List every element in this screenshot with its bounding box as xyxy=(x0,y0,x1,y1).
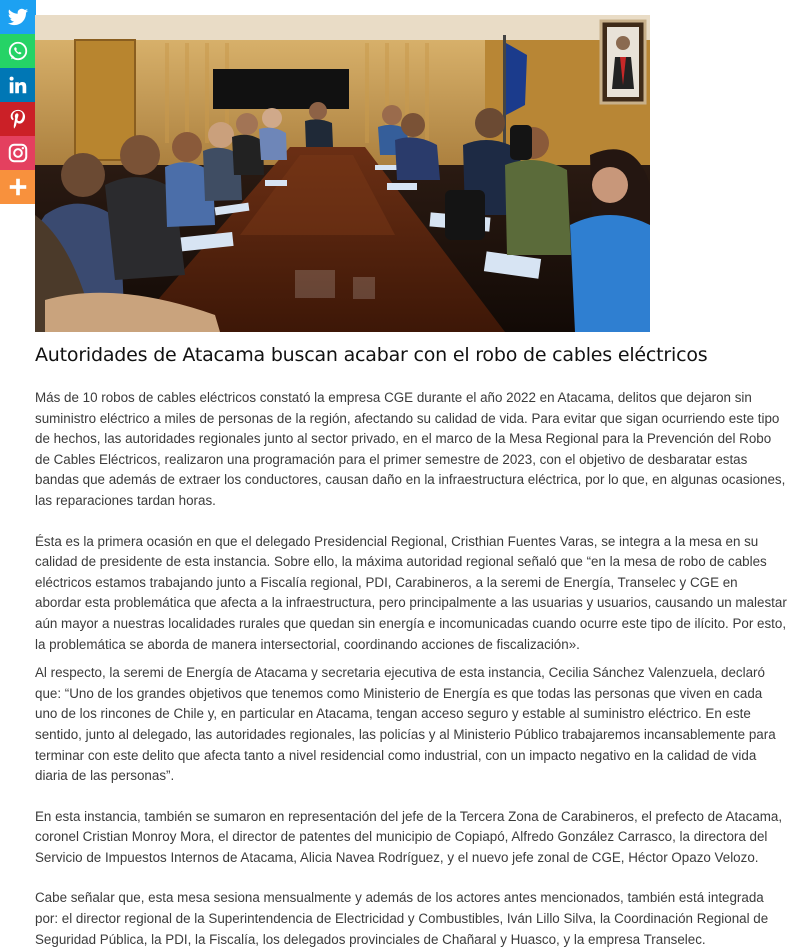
article-paragraph: Al respecto, la seremi de Energía de Atacama y secretaria ejecutiva de esta instancia, Cecilia Sánchez Valenzuela, declaró que: “Uno de los grandes objetivos que tenemos como Ministerio de Energía es que todas las personas que viven en cada uno de los rincones de Chile y, en particular en Atacama, tengan acceso seguro y estable al suministro eléctrico. En este sentido, junto al delegado, las autoridades regionales, las policías y al Ministerio Público trabajaremos incansablemente para terminar con este delito que afecta tanto a nivel residencial como industrial, con un impacto negativo en la calidad de vida diaria de las personas”. xyxy=(35,665,776,784)
meeting-room-photo xyxy=(35,15,650,332)
instagram-icon xyxy=(7,142,29,164)
article-body xyxy=(35,388,787,950)
share-linkedin-button[interactable] xyxy=(0,68,36,102)
twitter-icon xyxy=(7,6,29,28)
article-paragraph: Cabe señalar que, esta mesa sesiona mensualmente y además de los actores antes mencionados, también está integrada por: el director regional de la Superintendencia de Electricidad y Combustibles, Iván Lillo Silva, la Coordinación Regional de Seguridad Pública, la PDI, la Fiscalía, los delegados provinciales de Chañaral y Huasco, y la empresa Transelec. xyxy=(35,890,769,947)
share-instagram-button[interactable] xyxy=(0,136,36,170)
article-paragraph: En esta instancia, también se sumaron en representación del jefe de la Tercera Zona de Carabineros, el prefecto de Atacama, coronel Cristian Monroy Mora, el director de patentes del municipio de Copiapó, Alfredo González Carrasco, la directora del Servicio de Impuestos Internos de Atacama, Alicia Navea Rodríguez, y el nuevo jefe zonal de CGE, Héctor Opazo Velozo. xyxy=(35,808,783,865)
linkedin-icon xyxy=(7,74,29,96)
article-title: Autoridades de Atacama buscan acabar con el robo de cables eléctricos xyxy=(35,344,708,366)
pinterest-icon xyxy=(7,108,29,130)
plus-icon xyxy=(7,176,29,198)
social-share-bar xyxy=(0,0,36,204)
article-hero-image xyxy=(35,15,650,332)
share-twitter-button[interactable] xyxy=(0,0,36,34)
whatsapp-icon xyxy=(7,40,29,62)
article-paragraph: Ésta es la primera ocasión en que el delegado Presidencial Regional, Cristhian Fuentes Varas, se integra a la mesa en su calidad de presidente de esta instancia. Sobre ello, la máxima autoridad regional señaló que “en la mesa de robo de cables eléctricos estamos trabajando junto a Fiscalía regional, PDI, Carabineros, a la seremi de Energía, Transelec y CGE en abordar esta problemática que afecta a la infraestructura, pero principalmente a las usuarias y usuarios, causando un malestar aún mayor a nuestras localidades rurales que quedan sin energía e incomunicadas cuando ocurre este tipo de ilícito. Por esto, la problemática se aborda de manera intersectorial, coordinando acciones de fiscalización». xyxy=(35,533,787,652)
article-paragraph: Más de 10 robos de cables eléctricos constató la empresa CGE durante el año 2022 en Atacama, delitos que dejaron sin suministro eléctrico a miles de personas de la región, afectando su calidad de vida. Para evitar que sigan ocurriendo este tipo de hechos, las autoridades regionales junto al sector privado, en el marco de la Mesa Regional para la Prevención del Robo de Cables Eléctricos, realizaron una programación para el primer semestre de 2023, con el objetivo de desbaratar estas bandas que además de extraer los conductores, causan daño en la infraestructura eléctrica, por lo que, en algunas ocasiones, las reparaciones tardan horas. xyxy=(35,390,786,508)
share-pinterest-button[interactable] xyxy=(0,102,36,136)
share-more-button[interactable] xyxy=(0,170,36,204)
share-whatsapp-button[interactable] xyxy=(0,34,36,68)
